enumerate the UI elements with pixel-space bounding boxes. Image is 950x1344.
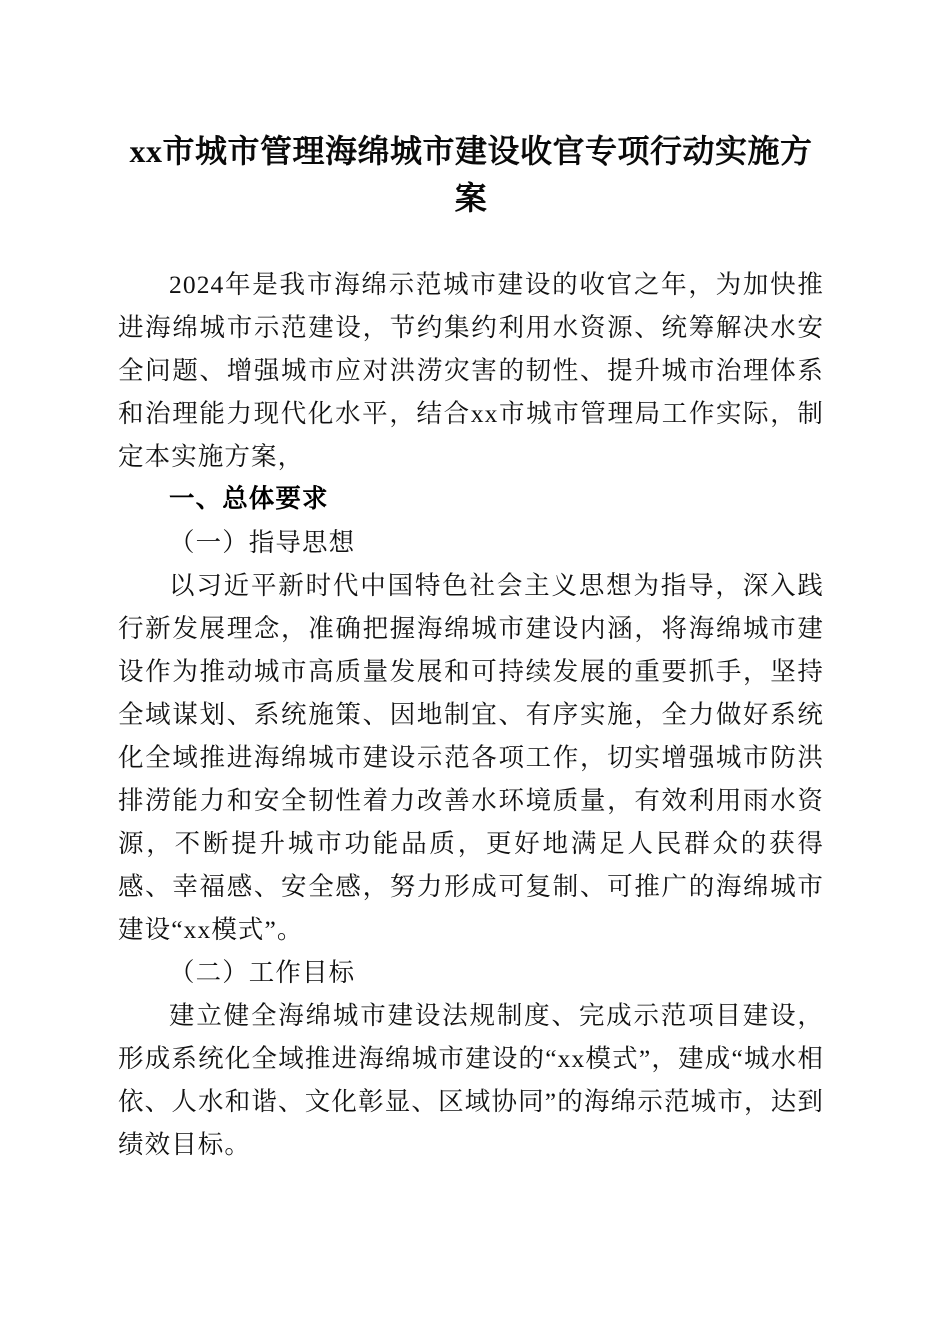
subsection-body-1-2: 建立健全海绵城市建设法规制度、完成示范项目建设，形成系统化全域推进海绵城市建设的“xx模式”，建成“城水相依、人水和谐、文化彰显、区域协同”的海绵示范城市，达到绩效目标。: [118, 1001, 824, 1159]
subsection-heading-1-1: （一）指导思想: [169, 528, 356, 557]
document-content: [118, 0, 824, 1166]
preamble-paragraph: 2024年是我市海绵示范城市建设的收官之年，为加快推进海绵城市示范建设，节约集约利用水资源、统筹解决水安全问题、增强城市应对洪涝灾害的韧性、提升城市治理体系和治理能力现代化水平，结合xx市城市管理局工作实际，制定本实施方案，: [118, 270, 824, 471]
subsection-body-1-1: 以习近平新时代中国特色社会主义思想为指导，深入践行新发展理念，准确把握海绵城市建设内涵，将海绵城市建设作为推动城市高质量发展和可持续发展的重要抓手，坚持全域谋划、系统施策、因地制宜、有序实施，全力做好系统化全域推进海绵城市建设示范各项工作，切实增强城市防洪排涝能力和安全韧性着力改善水环境质量，有效利用雨水资源，不断提升城市功能品质，更好地满足人民群众的获得感、幸福感、安全感，努力形成可复制、可推广的海绵城市建设“xx模式”。: [118, 571, 824, 944]
page-title: [118, 0, 824, 222]
subsection-heading-1-2: （二）工作目标: [169, 958, 356, 987]
section-heading-1: 一、总体要求: [169, 485, 329, 513]
title-line-1: xx市城市管理海绵城市建设收官专项行动实: [129, 133, 748, 169]
title-line-2: 施方案: [454, 133, 813, 216]
